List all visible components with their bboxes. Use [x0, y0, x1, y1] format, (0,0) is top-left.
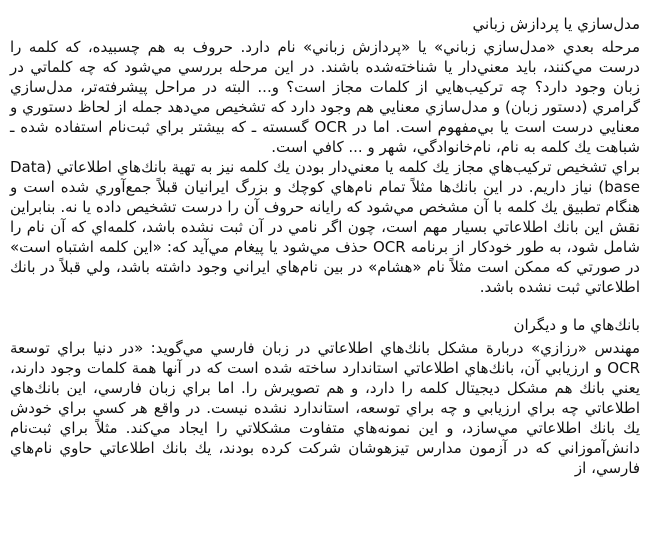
section-heading-language-modeling: مدل‌سازي يا پردازش زباني — [472, 15, 640, 33]
paragraph-razazi-quote: مهندس «رزازي» دربارة مشكل بانك‌هاي اطلاعاتي در زبان فارسي مي‌گويد: «در دنيا براي توسعة OCR و ارزيابي آن، بانك‌هاي اطلاعاتي استاندارد ساخته شده است كه در آنها همة كلمات وجود دارند، يعني بانك هم مشكل ديجيتال كلمه را دارد، و هم تصويرش را. اما براي زبان فارسي، اين بانك‌هاي اطلاعاتي چه براي ارزيابي و چه براي توسعه، استاندارد نشده نيست. در واقع هر كسي براي خودش يك بانك اطلاعاتي مي‌سازد، و اين نمونه‌هاي متفاوت مشكلاتي را ايجاد مي‌كند. مثلاً براي ثبت‌نام دانش‌آموزاني كه در آزمون مدارس تيزهوشان شركت كرده بودند، يك بانك اطلاعاتي حاوي نام‌هاي فارسي، از — [10, 339, 640, 477]
paragraph-databases-role: براي تشخيص تركيب‌هاي مجاز يك كلمه يا معني‌دار بودن يك كلمه نيز به تهية بانك‌هاي اطلاعاتي (Data base) نياز داريم. در اين بانك‌ها مثلاً تمام نام‌هاي كوچك و بزرگ ايرانيان قبلاً جمع‌آوري شده است و هنگام تطبيق يك كلمه با آن مشخص مي‌شود كه رايانه حروف آن را درست تشخيص داده يا نه. بنابراين نقش اين بانك اطلاعاتي بسيار مهم است، چون اگر نامي در آن ثبت نشده باشد، كلمه‌اي كه آن نام را شامل شود، به طور خودكار از برنامه OCR حذف مي‌شود يا پيغام مي‌آيد كه: «اين كلمه اشتباه است» در صورتي كه ممكن است مثلاً نام «هشام» در بين نام‌هاي ايراني وجود داشته باشد، ولي قبلاً در بانك اطلاعاتي ثبت نشده باشد. — [10, 158, 640, 296]
section-spacer — [10, 297, 640, 315]
paragraph-language-modeling-intro: مرحله بعدي «مدل‌سازي زباني» يا «پردازش زباني» نام دارد. حروف به هم چسبيده، كه كلمه را درست مي‌كنند، بايد معني‌دار يا شناخته‌شده باشند. در اين مرحله بررسي مي‌شود كه چه كلماتي در زبان وجود دارد؟ چه تركيب‌هايي از كلمات مجاز است؟ و... البته در مراحل پيشرفته‌تر، مدل‌سازي گرامري (دستور زبان) و مدل‌سازي معنايي هم وجود دارد كه تشخيص مي‌دهد جمله از لحاظ دستوري و معنايي درست است يا بي‌مفهوم است. اما در OCR گسسته ـ كه بيشتر براي ثبت‌نام استفاده شده ـ شباهت يك كلمه به نام، نام‌خانوادگي، شهر و ... كافي است. — [10, 38, 640, 156]
section-heading-databases: بانك‌هاي ما و ديگران — [513, 316, 640, 334]
